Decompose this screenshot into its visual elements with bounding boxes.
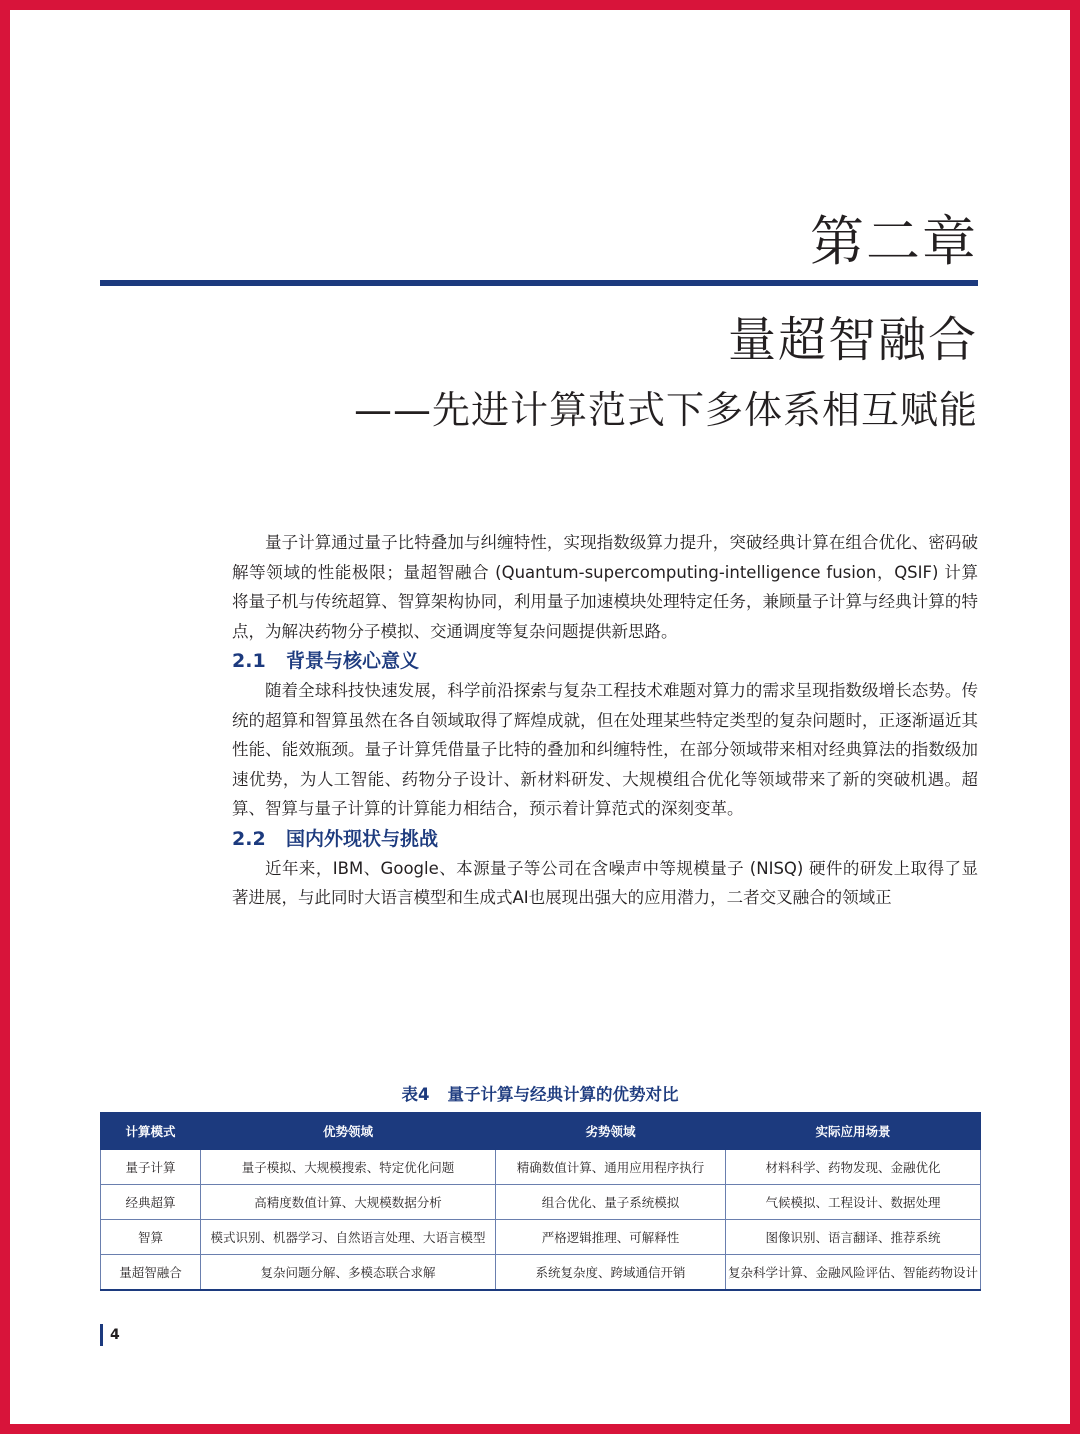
- table-cell: 组合优化、量子系统模拟: [496, 1185, 726, 1220]
- section-heading-2-1: [232, 646, 978, 676]
- chapter-rule: [100, 280, 978, 286]
- table-header-cell: 优势领域: [201, 1113, 496, 1150]
- table-cell: 复杂科学计算、金融风险评估、智能药物设计: [726, 1255, 981, 1291]
- table-caption: [100, 1082, 980, 1108]
- section-heading-2-2: [232, 824, 978, 854]
- table-header-cell: 实际应用场景: [726, 1113, 981, 1150]
- section-number: 2.1: [232, 650, 266, 672]
- table-row: [101, 1185, 981, 1220]
- table-caption-title: 量子计算与经典计算的优势对比: [447, 1085, 679, 1104]
- table-cell: 智算: [101, 1220, 201, 1255]
- section-2-2-paragraph: 近年来，IBM、Google、本源量子等公司在含噪声中等规模量子 (NISQ) 硬件的研发上取得了显著进展，与此同时大语言模型和生成式AI也展现出强大的应用潜力，二者交叉融合的领域正: [232, 858, 978, 907]
- table-cell: 气候模拟、工程设计、数据处理: [726, 1185, 981, 1220]
- body-content: [232, 528, 978, 913]
- table-row: [101, 1150, 981, 1185]
- table-cell: 材料科学、药物发现、金融优化: [726, 1150, 981, 1185]
- chapter-subtitle: ——先进计算范式下多体系相互赋能: [353, 388, 978, 432]
- comparison-table: [100, 1112, 981, 1291]
- section-title: 国内外现状与挑战: [286, 827, 439, 850]
- section-title: 背景与核心意义: [286, 650, 420, 672]
- table-cell: 精确数值计算、通用应用程序执行: [496, 1150, 726, 1185]
- table-cell: 严格逻辑推理、可解释性: [496, 1220, 726, 1255]
- table-cell: 模式识别、机器学习、自然语言处理、大语言模型: [201, 1220, 496, 1255]
- intro-paragraph: 量子计算通过量子比特叠加与纠缠特性，实现指数级算力提升，突破经典计算在组合优化、密码破解等领域的性能极限；量超智融合 (Quantum-supercomputing-intelligence fusion，QSIF) 计算将量子机与传统超算、智算架构协同，利用量子加速模块处理特定任务，兼顾量子计算与经典计算的特点，为解决药物分子模拟、交通调度等复杂问题提供新思路。: [232, 533, 978, 641]
- table-cell: 量子模拟、大规模搜索、特定优化问题: [201, 1150, 496, 1185]
- table-caption-number: 表4: [401, 1085, 430, 1104]
- table-row: [101, 1220, 981, 1255]
- table-header-cell: 劣势领域: [496, 1113, 726, 1150]
- page-number: 4: [100, 1324, 120, 1346]
- table-cell: 经典超算: [101, 1185, 201, 1220]
- table-header-row: [101, 1113, 981, 1150]
- chapter-label: 第二章: [810, 210, 978, 273]
- chapter-title: 量超智融合: [727, 312, 978, 368]
- table-cell: 量超智融合: [101, 1255, 201, 1291]
- section-2-1-paragraph: 随着全球科技快速发展，科学前沿探索与复杂工程技术难题对算力的需求呈现指数级增长态势。传统的超算和智算虽然在各自领域取得了辉煌成就，但在处理某些特定类型的复杂问题时，正逐渐逼近其性能、能效瓶颈。量子计算凭借量子比特的叠加和纠缠特性，在部分领域带来相对经典算法的指数级加速优势，为人工智能、药物分子设计、新材料研发、大规模组合优化等领域带来了新的突破机遇。超算、智算与量子计算的计算能力相结合，预示着计算范式的深刻变革。: [232, 681, 978, 818]
- table-cell: 图像识别、语言翻译、推荐系统: [726, 1220, 981, 1255]
- document-page: [10, 10, 1070, 1424]
- table-cell: 复杂问题分解、多模态联合求解: [201, 1255, 496, 1291]
- section-number: 2.2: [232, 827, 266, 850]
- table-header-cell: 计算模式: [101, 1113, 201, 1150]
- table-row: [101, 1255, 981, 1291]
- table-cell: 高精度数值计算、大规模数据分析: [201, 1185, 496, 1220]
- table-cell: 量子计算: [101, 1150, 201, 1185]
- table-cell: 系统复杂度、跨域通信开销: [496, 1255, 726, 1291]
